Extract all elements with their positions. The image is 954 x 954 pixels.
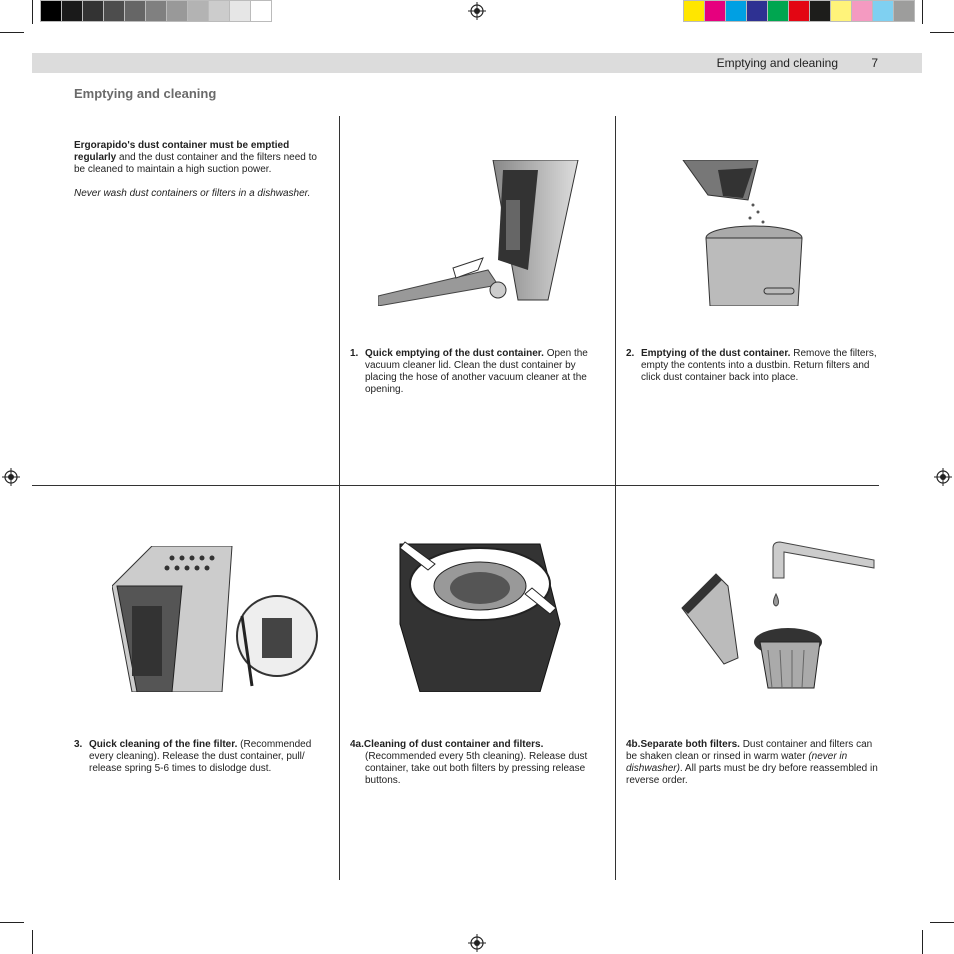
calibration-swatch [768, 0, 789, 22]
header-band [32, 53, 922, 73]
crop-mark [32, 0, 33, 24]
dust-container-illustration [360, 534, 600, 692]
calibration-swatch [683, 0, 705, 22]
registration-mark-icon [934, 468, 952, 486]
calibration-swatch [810, 0, 831, 22]
calibration-swatch [873, 0, 894, 22]
calibration-swatch [705, 0, 726, 22]
calibration-swatch [852, 0, 873, 22]
calibration-swatch [209, 0, 230, 22]
calibration-swatch [188, 0, 209, 22]
calibration-swatch [747, 0, 768, 22]
dustbin-illustration [628, 160, 808, 306]
column-divider [615, 116, 616, 880]
crop-mark [922, 930, 923, 954]
crop-mark [0, 32, 24, 33]
step-4b: 4b.Separate both filters. Dust container and filters can be shaken clean or rinsed in warm water (never in dishwasher). All parts must be dry before reassembled in reverse order. [626, 739, 878, 786]
calibration-swatch [146, 0, 167, 22]
page-number: 7 [871, 56, 878, 70]
crop-mark [930, 922, 954, 923]
calibration-swatch [230, 0, 251, 22]
intro-bold: Ergorapido's dust container must be emptied regularly [74, 140, 290, 163]
calibration-swatch [104, 0, 125, 22]
intro-note: Never wash dust containers or filters in a dishwasher. [74, 188, 311, 199]
color-calibration-strip [683, 0, 915, 22]
calibration-swatch [789, 0, 810, 22]
separated-filters-illustration [668, 538, 876, 696]
crop-mark [922, 0, 923, 24]
step-4a: 4a.Cleaning of dust container and filters. (Recommended every 5th cleaning). Release dust container, take out both filters by pressing release buttons. [350, 739, 588, 786]
column-divider [339, 116, 340, 880]
grayscale-calibration-strip [40, 0, 272, 22]
calibration-swatch [831, 0, 852, 22]
registration-mark-icon [2, 468, 20, 486]
row-divider [32, 485, 879, 486]
registration-mark-icon [468, 934, 486, 952]
registration-mark-icon [468, 2, 486, 20]
calibration-swatch [83, 0, 104, 22]
intro-paragraph [74, 140, 326, 176]
calibration-swatch [726, 0, 747, 22]
calibration-swatch [125, 0, 146, 22]
calibration-swatch [167, 0, 188, 22]
calibration-swatch [894, 0, 915, 22]
section-title: Emptying and cleaning [74, 86, 217, 101]
calibration-swatch [62, 0, 83, 22]
intro-rest: and the dust container and the filters need to be cleaned to maintain a high suction power. [74, 152, 317, 175]
header-title: Emptying and cleaning [716, 56, 838, 70]
crop-mark [930, 32, 954, 33]
fine-filter-illustration [112, 546, 320, 692]
vacuum-hose-illustration [378, 160, 603, 306]
calibration-swatch [251, 0, 272, 22]
crop-mark [32, 930, 33, 954]
crop-mark [0, 922, 24, 923]
calibration-swatch [40, 0, 62, 22]
